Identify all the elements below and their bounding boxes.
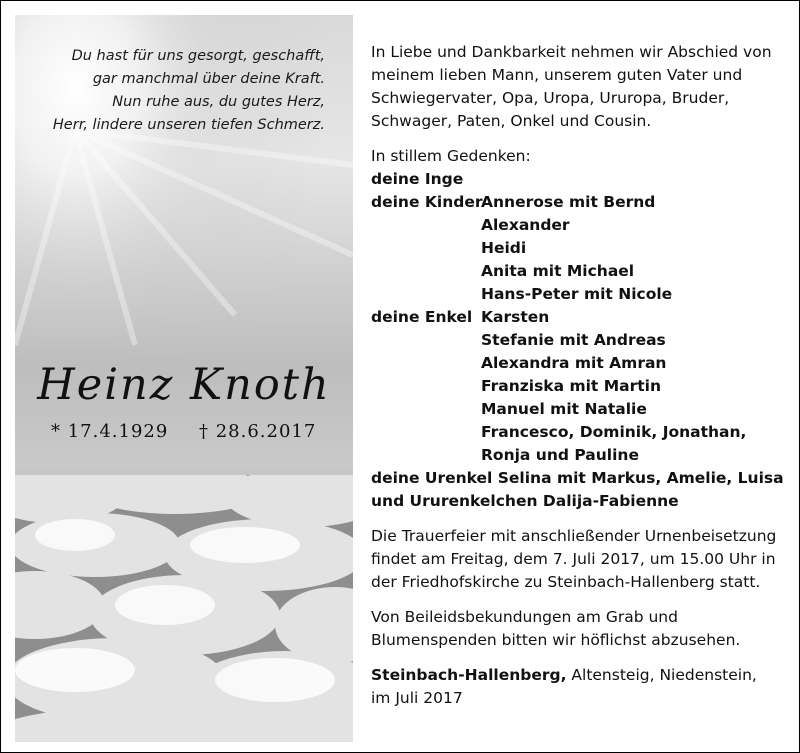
service-line: findet am Freitag, dem 7. Juli 2017, um 15.00 Uhr in	[371, 550, 776, 568]
child-entry: Anita mit Michael	[481, 262, 635, 280]
signoff-date: im Juli 2017	[371, 689, 463, 707]
child-entry: Heidi	[481, 239, 527, 257]
intro-line: meinem lieben Mann, unserem guten Vater und	[371, 66, 743, 84]
grandchild-entry: Stefanie mit Andreas	[481, 331, 666, 349]
spacer	[371, 652, 789, 664]
grandchild-entry: Alexandra mit Amran	[481, 354, 667, 372]
request-line: Blumenspenden bitten wir höflichst abzusehen.	[371, 631, 741, 649]
child-entry: Alexander	[481, 216, 570, 234]
children-row	[371, 191, 789, 214]
service-line: Die Trauerfeier mit anschließender Urnenbeisetzung	[371, 527, 777, 545]
grandchild-entry: Francesco, Dominik, Jonathan,	[481, 423, 747, 441]
sky-image-panel	[15, 15, 353, 742]
grandchildren-label: deine Enkel	[371, 308, 473, 326]
poem-line: Du hast für uns gesorgt, geschafft,	[71, 48, 325, 64]
spacer	[371, 513, 789, 525]
spacer	[371, 133, 789, 145]
grandchild-entry: Ronja und Pauline	[481, 446, 639, 464]
obituary-text	[371, 41, 789, 710]
signoff-place-main: Steinbach-Hallenberg,	[371, 666, 567, 684]
mourner-wife: deine Inge	[371, 170, 464, 188]
deceased-name: Heinz Knoth	[37, 360, 331, 410]
intro-line: In Liebe und Dankbarkeit nehmen wir Abschied von	[371, 43, 772, 61]
poem-line: Nun ruhe aus, du gutes Herz,	[112, 94, 325, 110]
birth-date: * 17.4.1929	[51, 421, 169, 442]
service-line: der Friedhofskirche zu Steinbach-Hallenberg statt.	[371, 573, 761, 591]
poem	[15, 45, 325, 137]
mourners-heading: In stillem Gedenken:	[371, 147, 531, 165]
grandchild-entry: Franziska mit Martin	[481, 377, 662, 395]
children-label: deine Kinder	[371, 193, 483, 211]
intro-line: Schwager, Paten, Onkel und Cousin.	[371, 112, 652, 130]
signoff-places-rest: Altensteig, Niedenstein,	[566, 666, 757, 684]
spacer	[371, 594, 789, 606]
clouds-image	[15, 475, 353, 742]
intro-line: Schwiegervater, Opa, Uropa, Ururopa, Bruder,	[371, 89, 730, 107]
signoff-places	[371, 664, 789, 687]
grandchildren-row	[371, 306, 789, 329]
grandchild-entry: Manuel mit Natalie	[481, 400, 647, 418]
poem-line: Herr, lindere unseren tiefen Schmerz.	[52, 117, 325, 133]
poem-line: gar manchmal über deine Kraft.	[92, 71, 325, 87]
child-entry: Hans-Peter mit Nicole	[481, 285, 673, 303]
child-entry: Annerose mit Bernd	[481, 193, 656, 211]
great-grandchildren: deine Urenkel Selina mit Markus, Amelie, Luisa	[371, 469, 784, 487]
death-date: † 28.6.2017	[199, 421, 317, 442]
great-great-grandchildren: und Ururenkelchen Dalija-Fabienne	[371, 492, 679, 510]
request-line: Von Beileidsbekundungen am Grab und	[371, 608, 678, 626]
grandchild-entry: Karsten	[481, 308, 550, 326]
